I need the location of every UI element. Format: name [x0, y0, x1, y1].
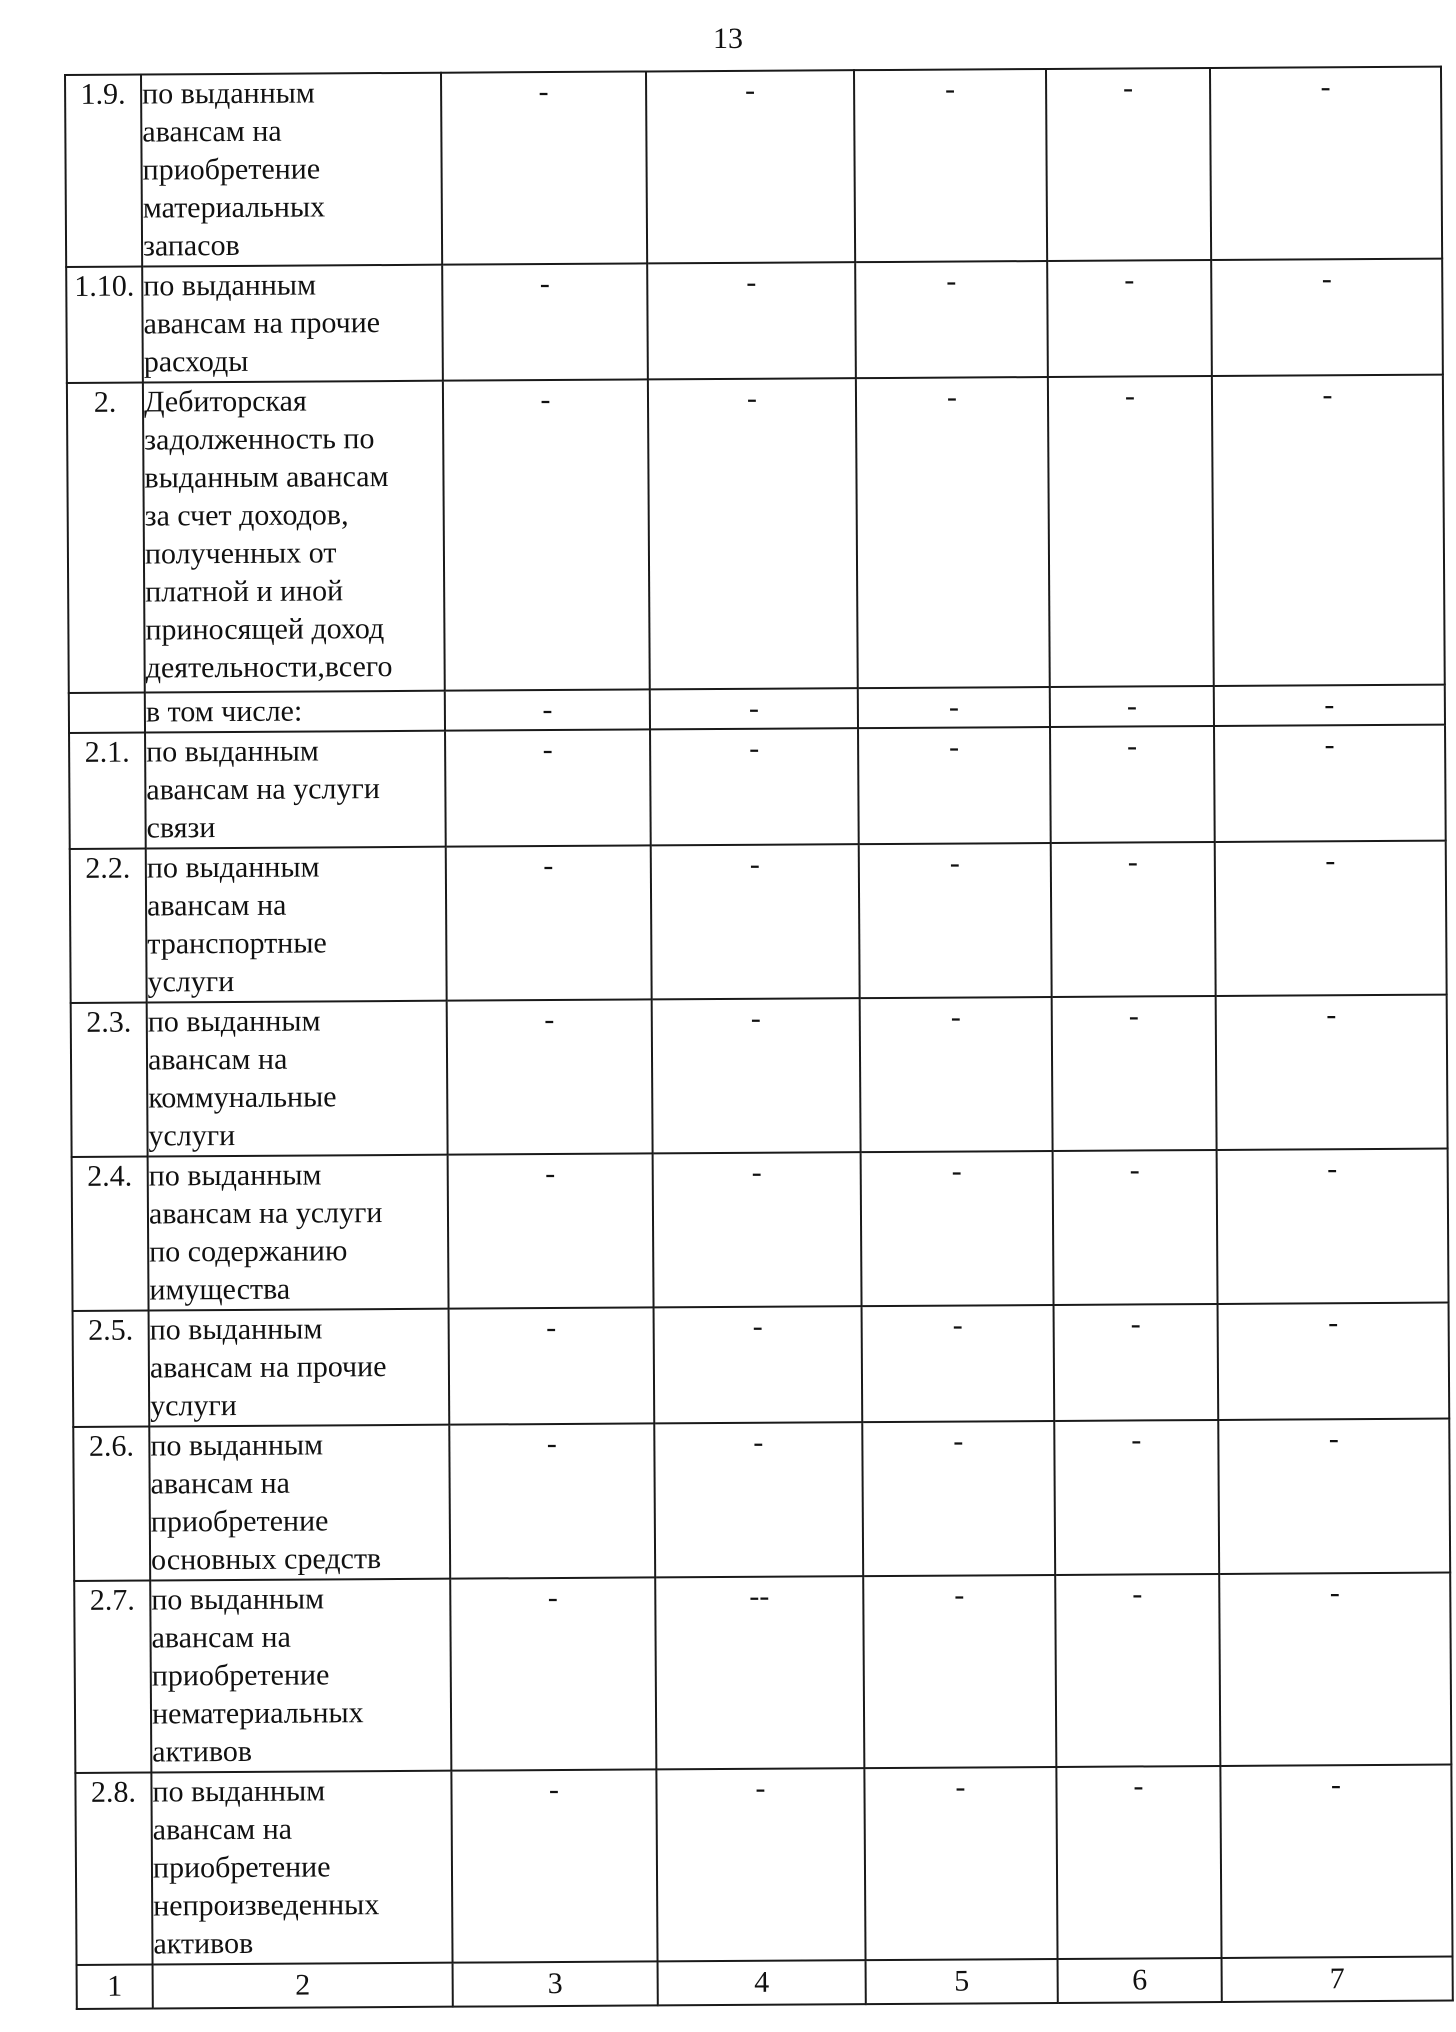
row-name-line: приобретение	[152, 1850, 331, 1885]
row-name-line: в том числе:	[145, 694, 303, 729]
value-cell: -	[1050, 726, 1215, 843]
row-name	[142, 265, 443, 383]
value-cell: -	[451, 1769, 657, 1962]
row-name	[148, 1155, 449, 1311]
value-cell: -	[1054, 1420, 1219, 1575]
row-number: 2.2.	[70, 849, 147, 1003]
value-cell: -	[1215, 841, 1447, 996]
value-cell: -	[449, 1423, 655, 1578]
row-number: 2.8.	[75, 1772, 152, 1964]
row-name-line: платной и иной	[145, 574, 344, 609]
row-name	[145, 731, 446, 849]
value-cell: -	[1056, 1766, 1221, 1959]
row-name-line: запасов	[142, 228, 240, 263]
row-name-line: имущества	[149, 1272, 291, 1307]
row-name-line: авансам на	[150, 1466, 291, 1501]
row-name-line: расходы	[143, 344, 249, 379]
table-row	[70, 841, 1447, 1003]
row-name-line: выданным авансам	[144, 460, 389, 495]
row-name	[143, 381, 445, 693]
row-name	[150, 1579, 451, 1773]
value-cell: -	[442, 263, 648, 380]
value-cell: -	[654, 1422, 863, 1577]
value-cell: -	[449, 1307, 655, 1424]
value-cell: -	[647, 262, 856, 379]
row-name-line: непроизведенных	[153, 1888, 380, 1923]
table-row	[69, 725, 1446, 849]
row-name-line: по выданным	[146, 850, 320, 885]
column-number: 1	[77, 1964, 153, 2008]
value-cell: -	[654, 1306, 863, 1423]
row-name-line: приносящей доход	[145, 612, 385, 647]
row-name-line: по выданным	[143, 268, 317, 303]
row-name-line: авансам на	[142, 114, 282, 149]
value-cell: -	[861, 1151, 1054, 1306]
row-name-line: приобретение	[151, 1658, 330, 1693]
value-cell: -	[1216, 995, 1448, 1150]
row-name	[145, 691, 445, 733]
row-name-line: приобретение	[142, 152, 321, 187]
value-cell: -	[1210, 67, 1442, 260]
value-cell: -	[1048, 376, 1214, 687]
row-name-line: по выданным	[142, 76, 315, 111]
row-name-line: авансам на услуги	[146, 772, 380, 807]
column-numbers-row	[77, 1957, 1453, 2009]
value-cell: -	[863, 1575, 1056, 1768]
row-name-line: основных средств	[150, 1542, 382, 1577]
row-name-line: полученных от	[144, 536, 337, 571]
row-name-line: за счет доходов,	[144, 498, 349, 533]
row-name	[149, 1425, 450, 1581]
value-cell: -	[1046, 68, 1211, 261]
table-row	[67, 375, 1445, 693]
value-cell: -	[854, 69, 1047, 262]
row-name-line: по выданным	[148, 1158, 322, 1193]
value-cell: -	[446, 845, 652, 1000]
row-name-line: по выданным	[150, 1428, 324, 1463]
row-number: 1.10.	[66, 267, 143, 383]
row-name-line: авансам на	[152, 1812, 293, 1847]
value-cell: -	[650, 728, 859, 845]
table-row	[73, 1303, 1450, 1427]
row-name	[151, 1771, 452, 1965]
row-name-line: авансам на	[146, 888, 287, 923]
row-number: 2.4.	[72, 1157, 149, 1311]
value-cell: -	[858, 687, 1050, 728]
value-cell: -	[1211, 259, 1443, 376]
value-cell: -	[1220, 1765, 1452, 1958]
value-cell: -	[1217, 1149, 1449, 1304]
value-cell: -	[441, 71, 647, 264]
value-cell: -	[859, 843, 1052, 998]
row-name-line: услуги	[148, 1118, 236, 1153]
row-number: 2.7.	[74, 1581, 151, 1773]
value-cell: -	[860, 997, 1053, 1152]
value-cell: -	[1054, 1304, 1219, 1421]
report-table	[64, 66, 1454, 2010]
row-number: 2.5.	[73, 1311, 150, 1427]
value-cell: -	[1051, 842, 1216, 997]
table-row	[66, 259, 1443, 383]
row-name-line: Дебиторская	[143, 384, 307, 419]
row-number: 1.9.	[65, 75, 142, 267]
row-name-line: нематериальных	[151, 1696, 364, 1731]
value-cell: -	[1218, 1303, 1450, 1420]
value-cell: -	[652, 998, 861, 1153]
value-cell: -	[858, 727, 1051, 844]
row-number: 2.	[67, 383, 145, 693]
column-number: 3	[453, 1961, 658, 2006]
table-row	[74, 1573, 1451, 1773]
row-name-line: коммунальные	[148, 1080, 337, 1115]
row-name-line: авансам на	[147, 1042, 288, 1077]
row-number: 2.1.	[69, 733, 146, 849]
value-cell: -	[450, 1577, 656, 1770]
value-cell: -	[1212, 375, 1445, 686]
row-name-line: авансам на прочие	[143, 306, 381, 341]
value-cell: -	[445, 689, 650, 730]
row-number	[69, 693, 145, 733]
value-cell: -	[1219, 1573, 1451, 1766]
table-row	[71, 995, 1448, 1157]
row-name-line: по выданным	[147, 1004, 321, 1039]
value-cell: -	[864, 1767, 1057, 1960]
row-name	[141, 73, 442, 267]
row-name-line: по выданным	[151, 1582, 325, 1617]
table-row	[73, 1419, 1450, 1581]
row-name-line: по выданным	[149, 1312, 323, 1347]
value-cell: -	[862, 1421, 1055, 1576]
value-cell: -	[646, 70, 855, 263]
value-cell: -	[1218, 1419, 1450, 1574]
value-cell: --	[655, 1576, 864, 1769]
value-cell: -	[651, 844, 860, 999]
table-body	[65, 67, 1453, 2009]
row-name-line: по выданным	[146, 734, 319, 769]
value-cell: -	[443, 379, 650, 690]
value-cell: -	[1052, 996, 1217, 1151]
row-name-line: авансам на	[151, 1620, 291, 1655]
column-number: 5	[866, 1959, 1058, 2004]
table-row	[72, 1149, 1449, 1311]
column-number: 2	[153, 1963, 453, 2009]
value-cell: -	[856, 377, 1050, 688]
value-cell: -	[653, 1152, 862, 1307]
value-cell: -	[656, 1768, 865, 1961]
value-cell: -	[448, 1153, 654, 1308]
row-name-line: задолженность по	[144, 422, 375, 457]
value-cell: -	[862, 1305, 1055, 1422]
row-name-line: материальных	[142, 190, 326, 225]
row-name-line: авансам на прочие	[149, 1350, 387, 1385]
row-name-line: активов	[152, 1734, 253, 1769]
row-name-line: по выданным	[152, 1774, 326, 1809]
row-name-line: деятельности,всего	[145, 650, 393, 685]
column-number: 7	[1222, 1957, 1453, 2002]
column-number: 4	[658, 1960, 866, 2005]
value-cell: -	[1214, 685, 1445, 726]
row-name-line: услуги	[150, 1388, 237, 1423]
column-number: 6	[1058, 1958, 1222, 2003]
row-name-line: по содержанию	[149, 1234, 348, 1269]
value-cell: -	[648, 378, 858, 689]
value-cell: -	[1053, 1150, 1218, 1305]
value-cell: -	[1047, 260, 1212, 377]
row-name-line: авансам на услуги	[148, 1196, 383, 1231]
value-cell: -	[1214, 725, 1446, 842]
row-name	[146, 847, 447, 1003]
value-cell: -	[855, 261, 1048, 378]
value-cell: -	[445, 729, 651, 846]
table-row	[65, 67, 1442, 267]
row-name	[147, 1001, 448, 1157]
row-number: 2.6.	[73, 1427, 150, 1581]
row-number: 2.3.	[71, 1003, 148, 1157]
table-row	[75, 1765, 1452, 1965]
value-cell: -	[650, 688, 858, 729]
value-cell: -	[1050, 686, 1214, 727]
row-name-line: услуги	[147, 964, 235, 999]
row-name-line: активов	[153, 1926, 254, 1961]
value-cell: -	[447, 999, 653, 1154]
row-name-line: приобретение	[150, 1504, 329, 1539]
row-name-line: связи	[146, 811, 216, 845]
row-name-line: транспортные	[147, 926, 327, 961]
value-cell: -	[1055, 1574, 1220, 1767]
page-number: 13	[713, 22, 743, 55]
row-name	[149, 1309, 450, 1427]
